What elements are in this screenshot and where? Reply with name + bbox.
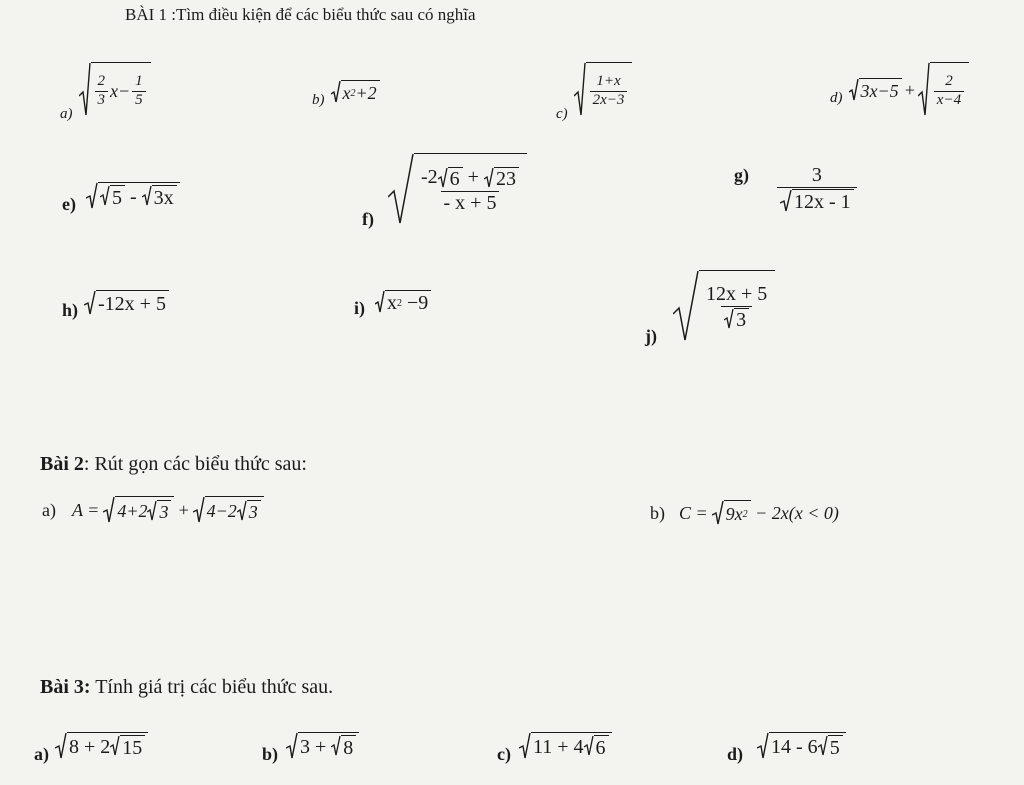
item-label: b) — [262, 744, 279, 764]
bai3-item-a — [34, 732, 148, 765]
bai2-item-a — [42, 496, 264, 524]
bai3-item-d — [727, 732, 846, 765]
bai3-item-b — [262, 732, 359, 765]
item-label: h) — [62, 300, 79, 320]
expr-c: $\frac{1+x}{2x-3}$ — [574, 62, 633, 118]
expr-e: 5 - 3x — [86, 182, 180, 210]
bai1-item-f — [362, 153, 527, 230]
bai1-item-j — [645, 270, 775, 347]
bai1-item-i — [354, 290, 431, 319]
bai2-heading: Bài 2: Rút gọn các biểu thức sau: — [40, 453, 307, 475]
bai1-item-a — [60, 62, 151, 123]
item-label: i) — [354, 298, 365, 318]
item-label: d) — [830, 90, 843, 106]
fraction: $\frac{2}{3}$ — [95, 74, 109, 109]
expr-b: 3 + 8 — [286, 732, 359, 760]
item-label: c) — [556, 106, 568, 122]
expr-i: x 2 −9 — [375, 290, 431, 315]
expr-d: 3x−5 + $\frac{2}{x-4}$ — [849, 62, 970, 118]
expr-d: 14 - 6 5 — [757, 732, 846, 760]
expr-a — [79, 62, 151, 118]
item-label: a) — [60, 106, 73, 122]
bai2-item-b — [650, 500, 839, 526]
item-label: e) — [62, 194, 76, 214]
expr-a: 8 + 2 15 — [55, 732, 148, 760]
item-label: b) — [312, 92, 325, 108]
item-label: b) — [650, 502, 665, 523]
bai1-item-h — [62, 290, 169, 321]
item-label: d) — [727, 744, 744, 764]
expr-g: $\frac{3}{12x - 1}$ — [775, 165, 859, 213]
bai3-item-c — [497, 732, 612, 765]
expr-j: $\frac{12x + 5}{3}$ — [673, 270, 775, 342]
bai1-item-d — [830, 62, 969, 118]
expr-b: x 2 +2 — [331, 80, 380, 104]
fraction: $\frac{1}{5}$ — [132, 74, 146, 109]
bai3-heading: Bài 3: Tính giá trị các biểu thức sau. — [40, 676, 334, 698]
bai1-item-e — [62, 182, 180, 215]
bai1-item-g — [734, 165, 859, 213]
bai1-item-c — [556, 62, 632, 123]
item-label: f) — [362, 209, 374, 229]
expr-h: -12x + 5 — [84, 290, 169, 316]
item-label: a) — [34, 744, 49, 764]
expr-a: A = 4+2 3 + 4−2 3 — [72, 496, 264, 524]
bai1-title: BÀI 1 :Tìm điều kiện để các biểu thức sau có nghĩa — [125, 5, 476, 24]
item-label: j) — [645, 326, 657, 346]
item-label: a) — [42, 499, 56, 520]
sqrt: $\frac{2}{3}$ x − $\frac{1}{5}$ — [79, 62, 151, 118]
item-label: c) — [497, 744, 511, 764]
expr-f: -2 6 + 23 - x + 5 — [388, 153, 527, 225]
bai1-item-b — [312, 80, 380, 109]
item-label: g) — [734, 165, 749, 185]
expr-b: C = 9x 2 − 2x(x < 0) — [679, 500, 839, 526]
expr-c: 11 + 4 6 — [519, 732, 612, 760]
